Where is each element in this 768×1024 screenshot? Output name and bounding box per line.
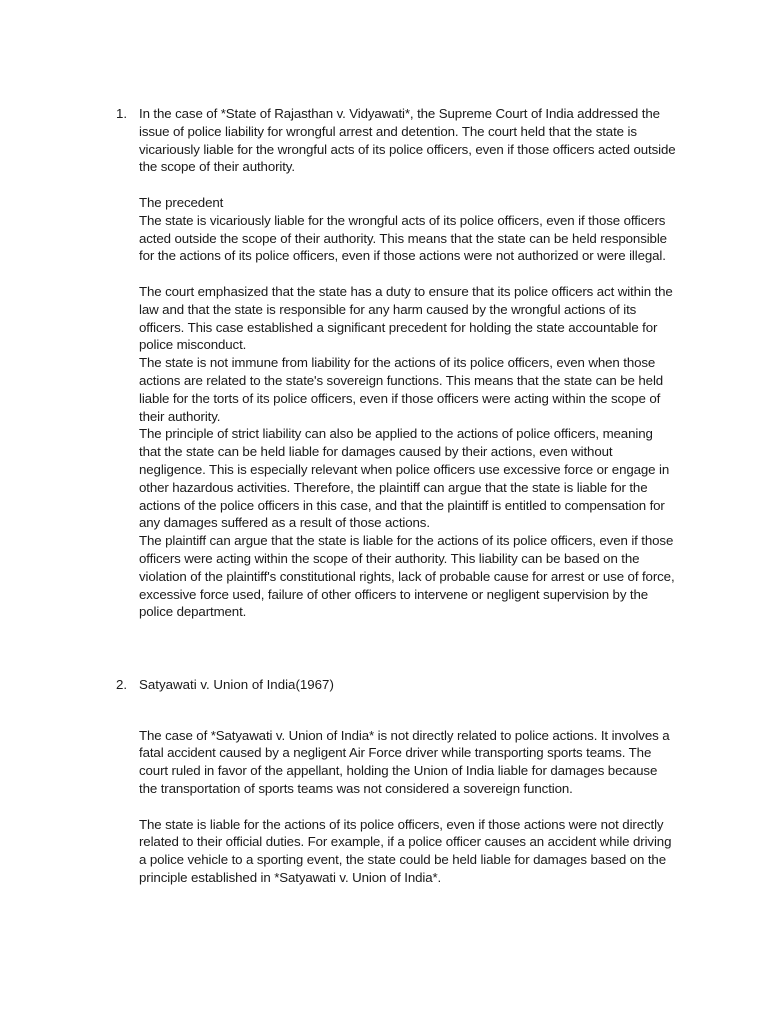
- paragraph-not-immune: The state is not immune from liability for the actions of its police officers, even when those actions are related to the state's sovereign functions. This means that the state can be held liable for the torts of its police officers, even if those officers were acting within the scope of their authority.: [139, 355, 664, 424]
- paragraph-intro: In the case of *State of Rajasthan v. Vidyawati*, the Supreme Court of India addressed the issue of police liability for wrongful arrest and detention. The court held that the state is vicariously liable for the wrongful acts of its police officers, even if those officers acted outside the scope of their authority.: [139, 106, 676, 175]
- paragraph-subheading: The precedent: [139, 194, 224, 210]
- case-heading: Satyawati v. Union of India(1967): [139, 677, 334, 692]
- paragraph-state-liable: The state is liable for the actions of its police officers, even if those actions were not directly related to their official duties. For example, if a police officer causes an accident while driving a police vehicle to a sporting event, the state could be held liable for damages based on the principle established in *Satyawati v. Union of India*.: [139, 816, 672, 885]
- paragraph-plaintiff-argument: The plaintiff can argue that the state is liable for the actions of its police officers, even if those officers were acting within the scope of their authority. This liability can be based on the violation of the plaintiff's constitutional rights, lack of probable cause for arrest or use of force, excessive force used, failure of other officers to intervene or negligent supervision by the police department.: [139, 533, 675, 620]
- list-marker: 2.: [116, 677, 128, 692]
- list-marker: 1.: [116, 106, 128, 121]
- list-item-content: [139, 105, 676, 621]
- paragraph-satyawati-case: The case of *Satyawati v. Union of India* is not directly related to police actions. It involves a fatal accident caused by a negligent Air Force driver while transporting sports teams. The court ruled in favor of the appellant, holding the Union of India liable for damages because the transportation of sports teams was not considered a sovereign function.: [139, 727, 670, 796]
- paragraph-precedent: The state is vicariously liable for the wrongful acts of its police officers, even if those officers acted outside the scope of their authority. This means that the state can be held responsible for the actions of its police officers, even if those actions were not authorized or were illegal.: [139, 212, 667, 264]
- list-item-content: [139, 676, 676, 887]
- paragraph-strict-liability: The principle of strict liability can also be applied to the actions of police officers, meaning that the state can be held liable for damages caused by their actions, even without negligence. This is especially relevant when police officers use excessive force or engage in other hazardous activities. Therefore, the plaintiff can argue that the state is liable for the actions of the police officers in this case, and that the plaintiff is entitled to compensation for any damages suffered as a result of those actions.: [139, 426, 670, 531]
- paragraph-court-emphasis: The court emphasized that the state has a duty to ensure that its police officers act within the law and that the state is responsible for any harm caused by the wrongful actions of its officers. This case established a significant precedent for holding the state accountable for police misconduct.: [139, 283, 673, 353]
